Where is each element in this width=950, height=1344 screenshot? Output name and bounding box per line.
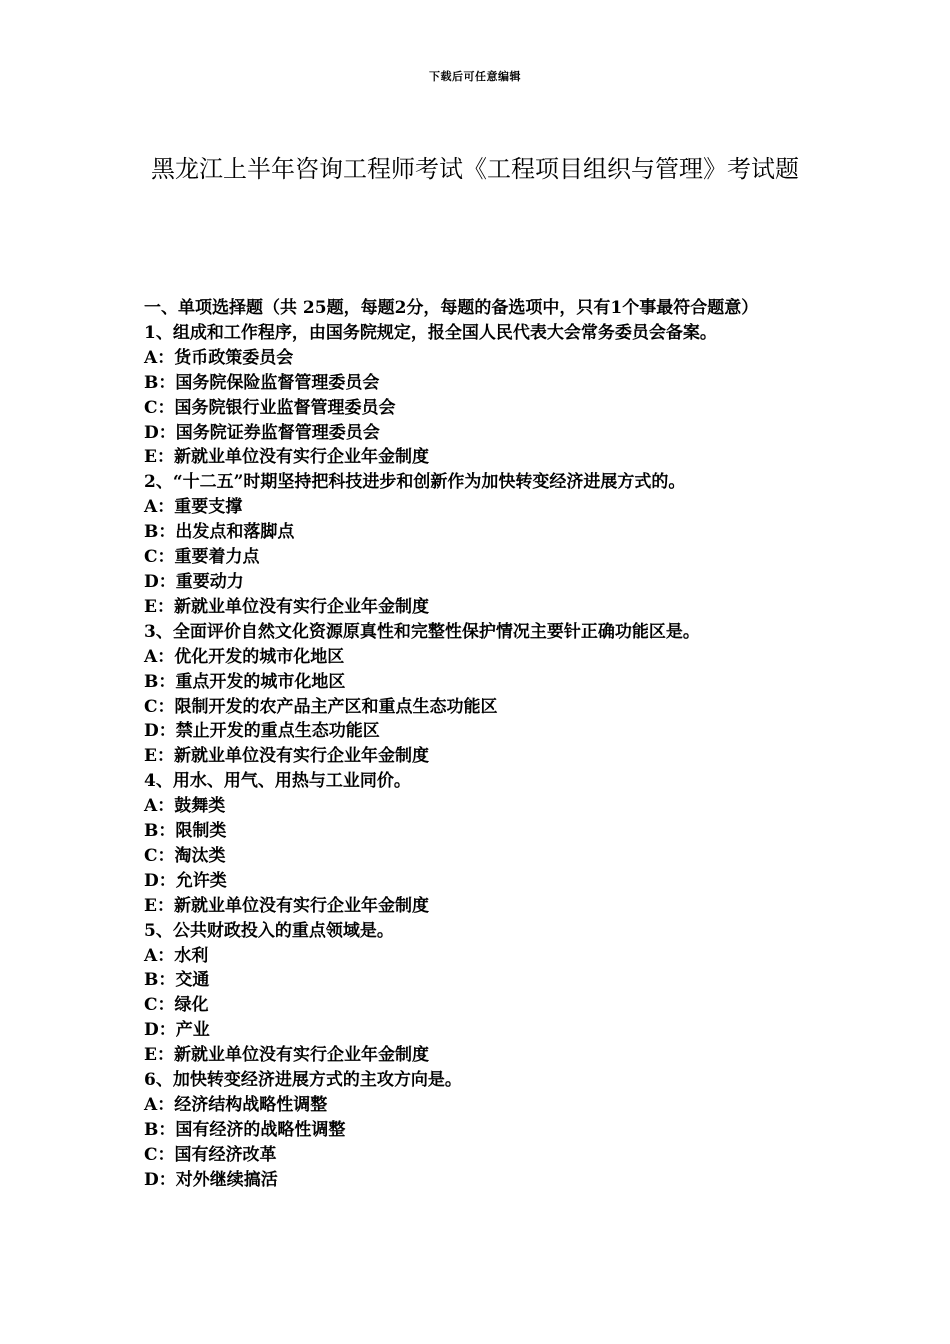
- option-c: C：国有经济改革: [144, 1144, 277, 1165]
- option-a: A：水利: [144, 945, 209, 966]
- option-a: A：货币政策委员会: [144, 347, 294, 368]
- option-a: A：重要支撑: [144, 497, 243, 518]
- page-title: 黑龙江上半年咨询工程师考试《工程项目组织与管理》考试题: [151, 155, 799, 183]
- option-d: D：禁止开发的重点生态功能区: [144, 721, 380, 742]
- question-stem: 1、组成和工作程序，由国务院规定，报全国人民代表大会常务委员会备案。: [144, 322, 717, 343]
- option-a: A：经济结构战略性调整: [144, 1095, 328, 1115]
- option-b: B：国有经济的战略性调整: [144, 1119, 346, 1140]
- option-e: E：新就业单位没有实行企业年金制度: [144, 895, 429, 916]
- option-a: A：鼓舞类: [144, 796, 226, 817]
- option-d: D：对外继续搞活: [144, 1169, 278, 1190]
- option-c: C：淘汰类: [144, 845, 226, 866]
- option-c: C：绿化: [144, 995, 209, 1016]
- question-stem: 4、用水、用气、用热与工业同价。: [144, 771, 411, 792]
- option-e: E：新就业单位没有实行企业年金制度: [144, 746, 429, 767]
- section-heading: 一、单项选择题（共 25题，每题2分，每题的备选项中，只有1个事最符合题意）: [144, 298, 759, 318]
- question-block: [144, 470, 809, 619]
- question-stem: 5、公共财政投入的重点领域是。: [144, 920, 394, 941]
- header-note: 下载后可任意编辑: [429, 70, 521, 83]
- option-d: D：国务院证券监督管理委员会: [144, 422, 380, 443]
- question-block: [144, 769, 809, 918]
- option-c: C：重要着力点: [144, 547, 260, 568]
- option-b: B：出发点和落脚点: [144, 522, 295, 543]
- question-block: [144, 321, 809, 470]
- question-stem: 3、全面评价自然文化资源原真性和完整性保护情况主要针正确功能区是。: [144, 621, 700, 642]
- option-e: E：新就业单位没有实行企业年金制度: [144, 596, 429, 617]
- option-d: D：产业: [144, 1020, 210, 1041]
- option-a: A：优化开发的城市化地区: [144, 646, 345, 667]
- option-b: B：交通: [144, 970, 210, 991]
- option-b: B：限制类: [144, 821, 227, 842]
- option-b: B：重点开发的城市化地区: [144, 671, 346, 692]
- option-d: D：允许类: [144, 870, 227, 891]
- option-e: E：新就业单位没有实行企业年金制度: [144, 447, 429, 468]
- option-c: C：国务院银行业监督管理委员会: [144, 397, 396, 418]
- question-stem: 2、“十二五”时期坚持把科技进步和创新作为加快转变经济进展方式的。: [144, 472, 686, 493]
- question-block: [144, 919, 809, 1068]
- question-block: [144, 620, 809, 769]
- option-d: D：重要动力: [144, 571, 244, 592]
- option-c: C：限制开发的农产品主产区和重点生态功能区: [144, 696, 498, 717]
- question-stem: 6、加快转变经济进展方式的主攻方向是。: [144, 1070, 462, 1091]
- option-e: E：新就业单位没有实行企业年金制度: [144, 1045, 429, 1066]
- option-b: B：国务院保险监督管理委员会: [144, 372, 380, 393]
- question-block: [144, 1068, 809, 1193]
- question-section: [144, 296, 809, 1193]
